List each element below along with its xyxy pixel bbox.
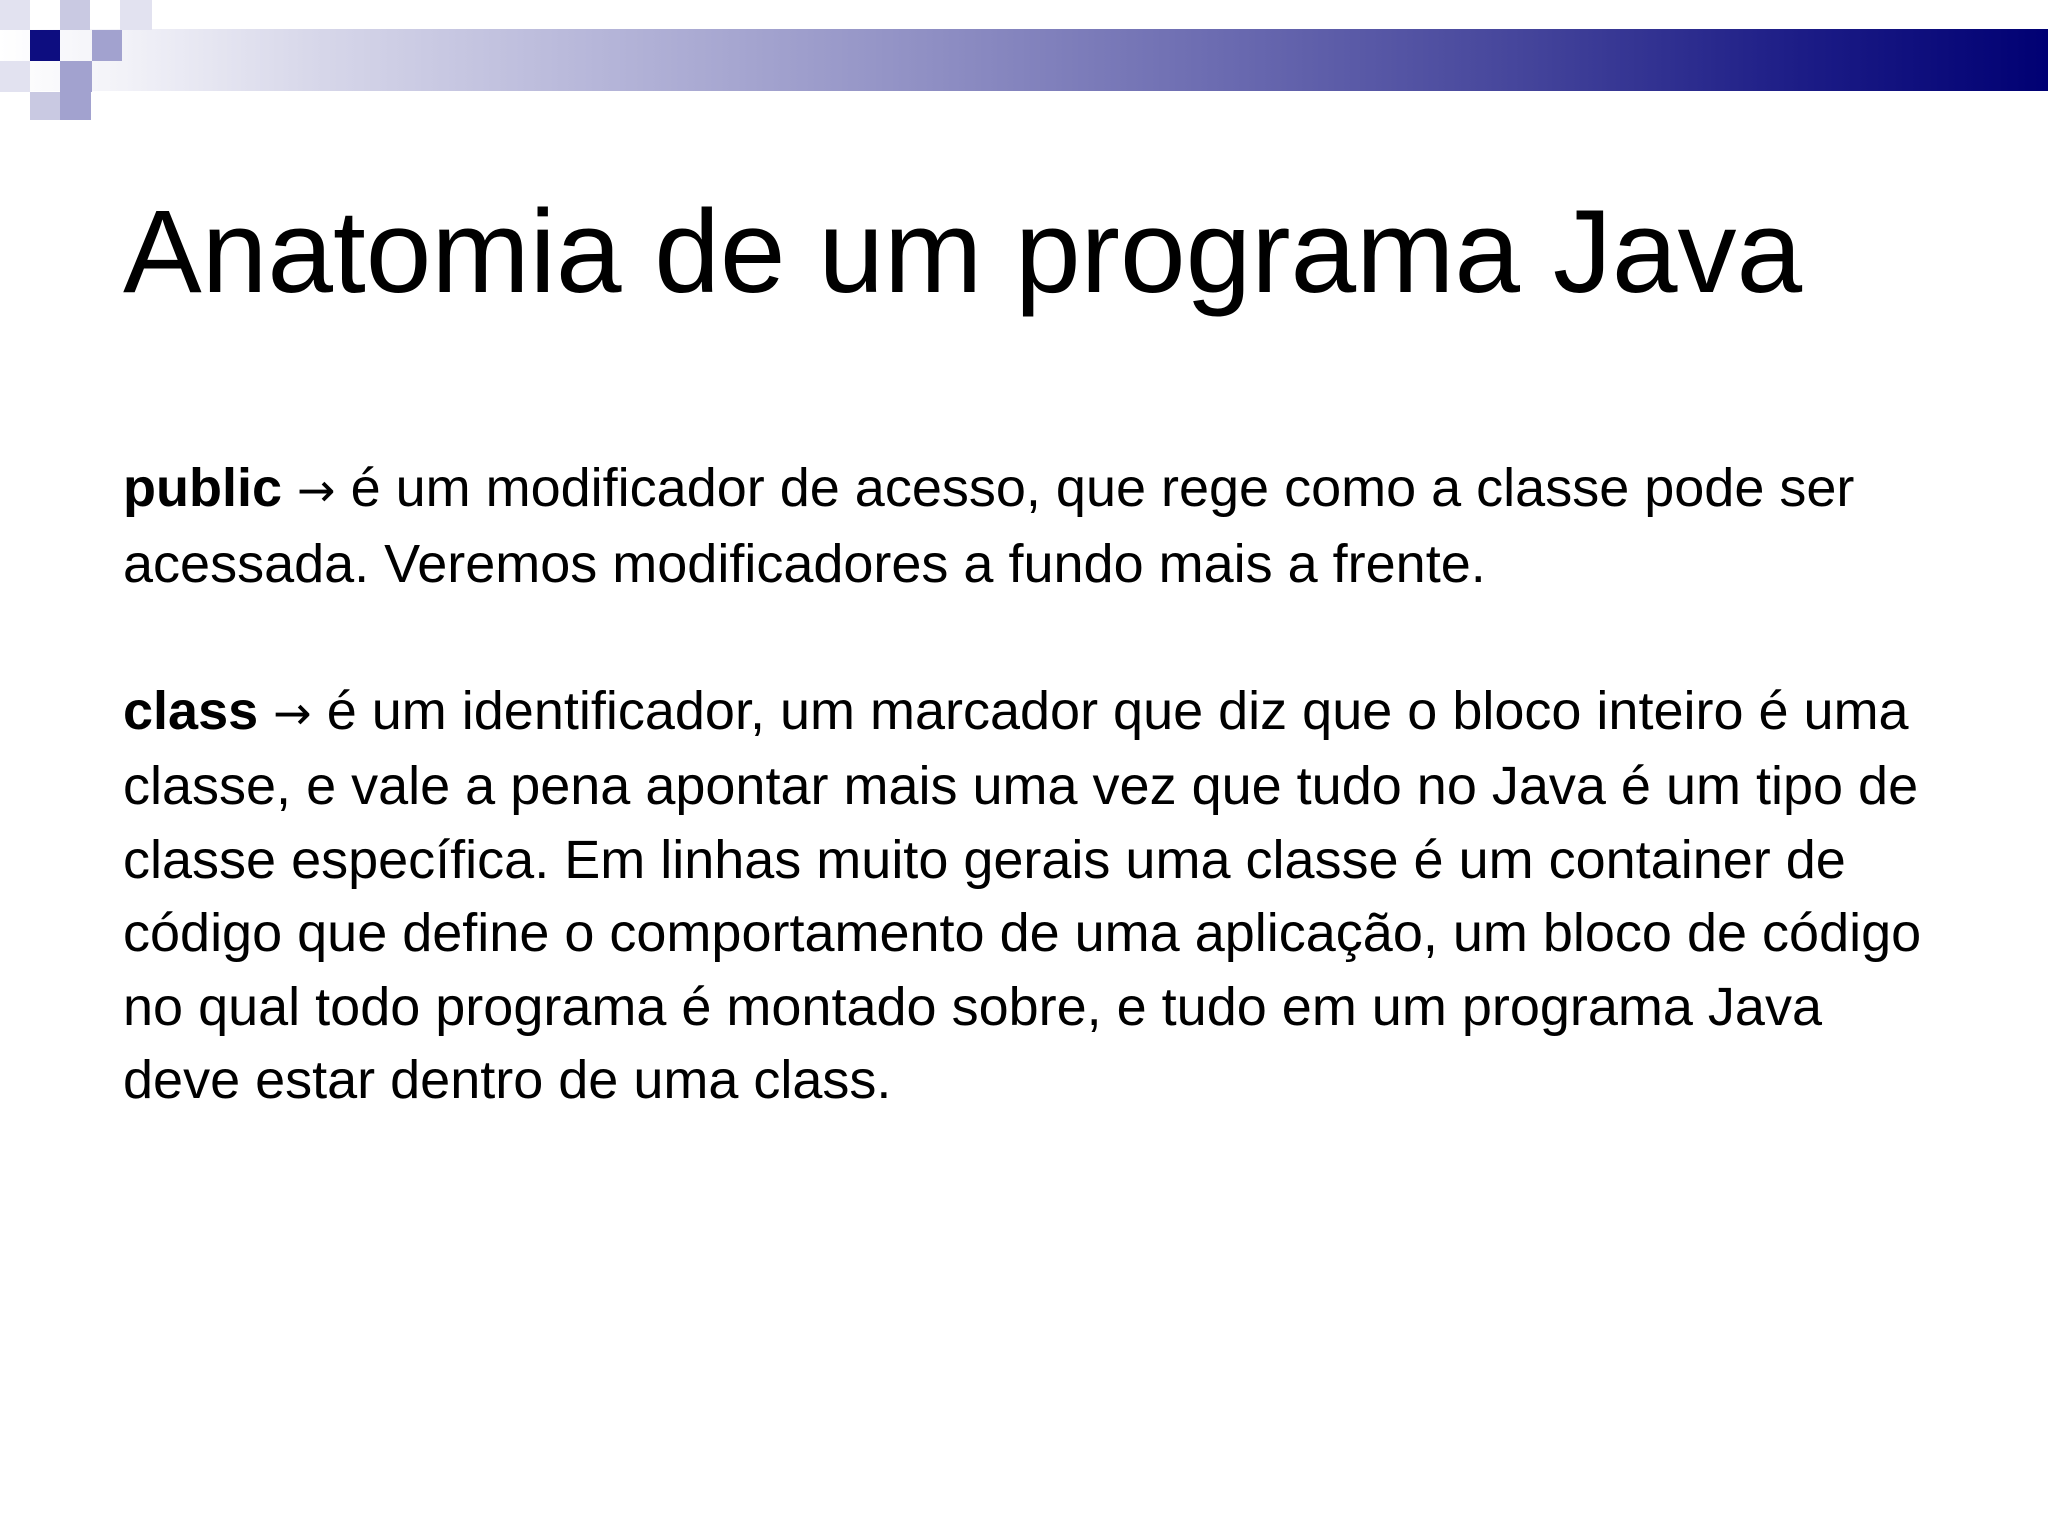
paragraph-class: [123, 675, 1943, 1118]
decorative-squares-icon: [0, 0, 170, 125]
header-gradient-band: [0, 29, 2048, 91]
arrow-right-icon: →: [273, 685, 312, 740]
slide-body: [123, 452, 1943, 1191]
paragraph-public-text: é um modificador de acesso, que rege como a classe pode ser acessada. Veremos modificadores a fundo mais a frente.: [123, 458, 1855, 594]
paragraph-public: [123, 452, 1943, 601]
keyword-public: public: [123, 458, 282, 518]
arrow-right-icon: →: [297, 463, 336, 517]
slide-title: Anatomia de um programa Java: [123, 186, 1803, 318]
paragraph-class-text: é um identificador, um marcador que diz que o bloco inteiro é uma classe, e vale a pena apontar mais uma vez que tudo no Java é um tipo de classe específica. Em linhas muito gerais uma classe é um container de código que define o comportamento de uma aplicação, um bloco de código no qual todo programa é montado sobre, e tudo em um programa Java deve estar dentro de uma class.: [123, 680, 1922, 1110]
keyword-class: class: [123, 680, 259, 741]
